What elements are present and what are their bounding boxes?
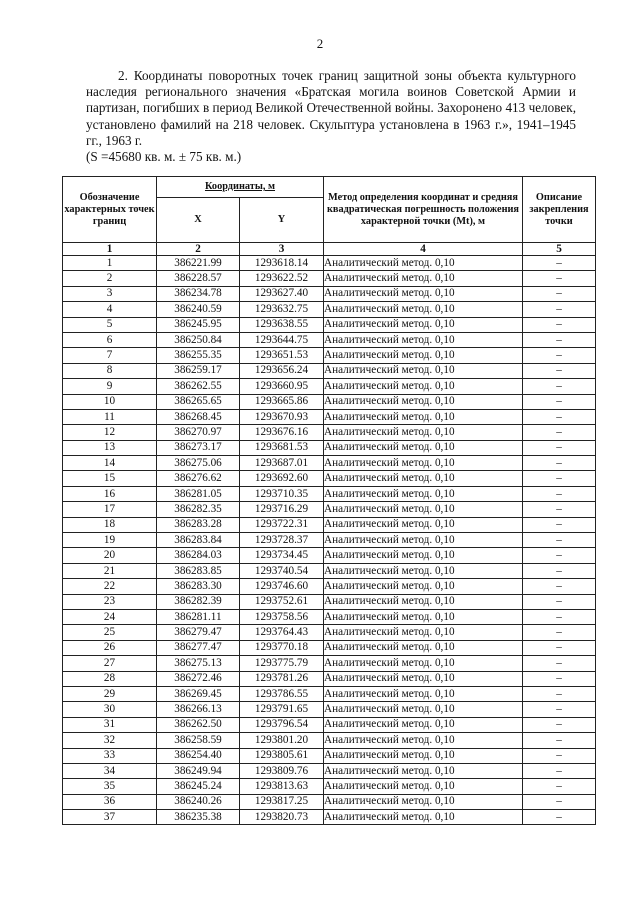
method-cell: Аналитический метод. 0,10	[324, 579, 523, 594]
x-coordinate-cell: 386284.03	[157, 548, 240, 563]
point-number-cell: 37	[63, 810, 157, 825]
method-cell: Аналитический метод. 0,10	[324, 779, 523, 794]
table-body	[63, 256, 596, 825]
x-coordinate-cell: 386279.47	[157, 625, 240, 640]
x-coordinate-cell: 386259.17	[157, 363, 240, 378]
x-coordinate-cell: 386282.35	[157, 502, 240, 517]
table-row	[63, 256, 596, 271]
fixing-description-cell: –	[523, 363, 596, 378]
table-row	[63, 363, 596, 378]
fixing-description-cell: –	[523, 625, 596, 640]
method-cell: Аналитический метод. 0,10	[324, 456, 523, 471]
point-number-cell: 20	[63, 548, 157, 563]
method-cell: Аналитический метод. 0,10	[324, 733, 523, 748]
x-coordinate-cell: 386275.06	[157, 456, 240, 471]
y-coordinate-cell: 1293758.56	[240, 609, 324, 624]
fixing-description-cell: –	[523, 471, 596, 486]
method-cell: Аналитический метод. 0,10	[324, 702, 523, 717]
x-coordinate-cell: 386262.55	[157, 379, 240, 394]
y-coordinate-cell: 1293820.73	[240, 810, 324, 825]
area-text: (S =45680 кв. м. ± 75 кв. м.)	[86, 149, 242, 165]
table-row	[63, 533, 596, 548]
y-coordinate-cell: 1293687.01	[240, 456, 324, 471]
method-cell: Аналитический метод. 0,10	[324, 686, 523, 701]
x-coordinate-cell: 386240.59	[157, 302, 240, 317]
method-cell: Аналитический метод. 0,10	[324, 394, 523, 409]
point-number-cell: 6	[63, 332, 157, 347]
y-coordinate-cell: 1293710.35	[240, 486, 324, 501]
table-row	[63, 486, 596, 501]
point-number-cell: 18	[63, 517, 157, 532]
table-row	[63, 748, 596, 763]
point-number-cell: 14	[63, 456, 157, 471]
y-coordinate-cell: 1293786.55	[240, 686, 324, 701]
point-number-cell: 15	[63, 471, 157, 486]
table-row	[63, 656, 596, 671]
method-cell: Аналитический метод. 0,10	[324, 502, 523, 517]
fixing-description-cell: –	[523, 563, 596, 578]
table-row	[63, 594, 596, 609]
fixing-description-cell: –	[523, 548, 596, 563]
table-row	[63, 810, 596, 825]
table-row	[63, 702, 596, 717]
fixing-description-cell: –	[523, 579, 596, 594]
fixing-description-cell: –	[523, 533, 596, 548]
x-coordinate-cell: 386283.30	[157, 579, 240, 594]
y-coordinate-cell: 1293670.93	[240, 409, 324, 424]
table-row	[63, 640, 596, 655]
y-coordinate-cell: 1293801.20	[240, 733, 324, 748]
method-cell: Аналитический метод. 0,10	[324, 256, 523, 271]
y-coordinate-cell: 1293644.75	[240, 332, 324, 347]
point-number-cell: 3	[63, 286, 157, 301]
x-coordinate-cell: 386245.24	[157, 779, 240, 794]
fixing-description-cell: –	[523, 702, 596, 717]
page-number: 2	[316, 36, 324, 51]
x-coordinate-cell: 386281.11	[157, 609, 240, 624]
y-coordinate-cell: 1293716.29	[240, 502, 324, 517]
table-row	[63, 348, 596, 363]
fixing-description-cell: –	[523, 748, 596, 763]
y-coordinate-cell: 1293805.61	[240, 748, 324, 763]
x-coordinate-cell: 386283.84	[157, 533, 240, 548]
fixing-description-cell: –	[523, 348, 596, 363]
x-coordinate-cell: 386283.85	[157, 563, 240, 578]
fixing-description-cell: –	[523, 302, 596, 317]
x-coordinate-cell: 386281.05	[157, 486, 240, 501]
y-coordinate-cell: 1293622.52	[240, 271, 324, 286]
point-number-cell: 16	[63, 486, 157, 501]
table-row	[63, 717, 596, 732]
point-number-cell: 31	[63, 717, 157, 732]
table-row	[63, 548, 596, 563]
x-coordinate-cell: 386228.57	[157, 271, 240, 286]
x-coordinate-cell: 386277.47	[157, 640, 240, 655]
point-number-cell: 33	[63, 748, 157, 763]
x-coordinate-cell: 386258.59	[157, 733, 240, 748]
fixing-description-cell: –	[523, 379, 596, 394]
table-row	[63, 686, 596, 701]
column-number: 2	[157, 243, 240, 256]
point-number-cell: 29	[63, 686, 157, 701]
fixing-description-cell: –	[523, 425, 596, 440]
coordinates-table	[62, 176, 596, 825]
x-coordinate-cell: 386265.65	[157, 394, 240, 409]
point-number-cell: 35	[63, 779, 157, 794]
x-coordinate-cell: 386250.84	[157, 332, 240, 347]
y-coordinate-cell: 1293665.86	[240, 394, 324, 409]
table-row	[63, 779, 596, 794]
y-coordinate-cell: 1293618.14	[240, 256, 324, 271]
fixing-description-cell: –	[523, 594, 596, 609]
y-coordinate-cell: 1293722.31	[240, 517, 324, 532]
y-coordinate-cell: 1293734.45	[240, 548, 324, 563]
fixing-description-cell: –	[523, 794, 596, 809]
fixing-description-cell: –	[523, 671, 596, 686]
method-cell: Аналитический метод. 0,10	[324, 409, 523, 424]
point-number-cell: 17	[63, 502, 157, 517]
column-number: 3	[240, 243, 324, 256]
x-coordinate-cell: 386262.50	[157, 717, 240, 732]
point-number-cell: 32	[63, 733, 157, 748]
header-coordinates	[157, 177, 324, 198]
point-number-cell: 13	[63, 440, 157, 455]
point-number-cell: 10	[63, 394, 157, 409]
table-row	[63, 763, 596, 778]
header-method: Метод определения координат и средняя квадратическая погрешность положения характерной точки (Mt), м	[324, 177, 523, 243]
method-cell: Аналитический метод. 0,10	[324, 594, 523, 609]
fixing-description-cell: –	[523, 717, 596, 732]
column-number: 5	[523, 243, 596, 256]
x-coordinate-cell: 386268.45	[157, 409, 240, 424]
point-number-cell: 28	[63, 671, 157, 686]
point-number-cell: 25	[63, 625, 157, 640]
y-coordinate-cell: 1293764.43	[240, 625, 324, 640]
x-coordinate-cell: 386283.28	[157, 517, 240, 532]
y-coordinate-cell: 1293651.53	[240, 348, 324, 363]
method-cell: Аналитический метод. 0,10	[324, 640, 523, 655]
fixing-description-cell: –	[523, 686, 596, 701]
y-coordinate-cell: 1293752.61	[240, 594, 324, 609]
method-cell: Аналитический метод. 0,10	[324, 286, 523, 301]
method-cell: Аналитический метод. 0,10	[324, 425, 523, 440]
table-row	[63, 471, 596, 486]
fixing-description-cell: –	[523, 440, 596, 455]
table-row	[63, 563, 596, 578]
y-coordinate-cell: 1293775.79	[240, 656, 324, 671]
x-coordinate-cell: 386240.26	[157, 794, 240, 809]
y-coordinate-cell: 1293796.54	[240, 717, 324, 732]
header-fixing-description: Описание закрепления точки	[523, 177, 596, 243]
x-coordinate-cell: 386255.35	[157, 348, 240, 363]
point-number-cell: 23	[63, 594, 157, 609]
y-coordinate-cell: 1293660.95	[240, 379, 324, 394]
column-number: 1	[63, 243, 157, 256]
method-cell: Аналитический метод. 0,10	[324, 717, 523, 732]
y-coordinate-cell: 1293813.63	[240, 779, 324, 794]
method-cell: Аналитический метод. 0,10	[324, 763, 523, 778]
table-row	[63, 317, 596, 332]
y-coordinate-cell: 1293627.40	[240, 286, 324, 301]
x-coordinate-cell: 386234.78	[157, 286, 240, 301]
intro-paragraph	[86, 68, 576, 165]
table-row	[63, 671, 596, 686]
method-cell: Аналитический метод. 0,10	[324, 609, 523, 624]
table-row	[63, 794, 596, 809]
fixing-description-cell: –	[523, 779, 596, 794]
point-number-cell: 11	[63, 409, 157, 424]
method-cell: Аналитический метод. 0,10	[324, 363, 523, 378]
column-number-row	[63, 243, 596, 256]
point-number-cell: 8	[63, 363, 157, 378]
x-coordinate-cell: 386276.62	[157, 471, 240, 486]
fixing-description-cell: –	[523, 456, 596, 471]
y-coordinate-cell: 1293791.65	[240, 702, 324, 717]
x-coordinate-cell: 386245.95	[157, 317, 240, 332]
y-coordinate-cell: 1293632.75	[240, 302, 324, 317]
table-row	[63, 502, 596, 517]
table-row	[63, 625, 596, 640]
header-y: Y	[240, 198, 324, 243]
table-row	[63, 733, 596, 748]
y-coordinate-cell: 1293817.25	[240, 794, 324, 809]
fixing-description-cell: –	[523, 517, 596, 532]
x-coordinate-cell: 386266.13	[157, 702, 240, 717]
fixing-description-cell: –	[523, 733, 596, 748]
method-cell: Аналитический метод. 0,10	[324, 671, 523, 686]
x-coordinate-cell: 386270.97	[157, 425, 240, 440]
method-cell: Аналитический метод. 0,10	[324, 748, 523, 763]
method-cell: Аналитический метод. 0,10	[324, 548, 523, 563]
method-cell: Аналитический метод. 0,10	[324, 332, 523, 347]
y-coordinate-cell: 1293656.24	[240, 363, 324, 378]
fixing-description-cell: –	[523, 502, 596, 517]
table-row	[63, 579, 596, 594]
fixing-description-cell: –	[523, 394, 596, 409]
point-number-cell: 9	[63, 379, 157, 394]
point-number-cell: 21	[63, 563, 157, 578]
fixing-description-cell: –	[523, 256, 596, 271]
fixing-description-cell: –	[523, 271, 596, 286]
method-cell: Аналитический метод. 0,10	[324, 348, 523, 363]
method-cell: Аналитический метод. 0,10	[324, 563, 523, 578]
x-coordinate-cell: 386254.40	[157, 748, 240, 763]
method-cell: Аналитический метод. 0,10	[324, 317, 523, 332]
header-coordinates-label: Координаты, м	[204, 181, 276, 192]
method-cell: Аналитический метод. 0,10	[324, 625, 523, 640]
header-point-designation: Обозначение характерных точек границ	[63, 177, 157, 243]
table-row	[63, 332, 596, 347]
point-number-cell: 1	[63, 256, 157, 271]
method-cell: Аналитический метод. 0,10	[324, 302, 523, 317]
x-coordinate-cell: 386249.94	[157, 763, 240, 778]
table-row	[63, 271, 596, 286]
y-coordinate-cell: 1293728.37	[240, 533, 324, 548]
fixing-description-cell: –	[523, 810, 596, 825]
table-row	[63, 394, 596, 409]
method-cell: Аналитический метод. 0,10	[324, 271, 523, 286]
x-coordinate-cell: 386273.17	[157, 440, 240, 455]
y-coordinate-cell: 1293740.54	[240, 563, 324, 578]
x-coordinate-cell: 386235.38	[157, 810, 240, 825]
point-number-cell: 34	[63, 763, 157, 778]
method-cell: Аналитический метод. 0,10	[324, 440, 523, 455]
point-number-cell: 24	[63, 609, 157, 624]
x-coordinate-cell: 386269.45	[157, 686, 240, 701]
column-number: 4	[324, 243, 523, 256]
table-row	[63, 425, 596, 440]
intro-text: 2. Координаты поворотных точек границ защитной зоны объекта культурного наследия регионального значения «Братская могила воинов Советской Армии и партизан, погибших в период Великой Отечественной войны. Захоронено 413 человек, установлено фамилий на 218 человек. Скульптура установлена в 1963 г.», 1941–1945 гг., 1963 г.	[86, 68, 576, 148]
fixing-description-cell: –	[523, 656, 596, 671]
point-number-cell: 5	[63, 317, 157, 332]
y-coordinate-cell: 1293746.60	[240, 579, 324, 594]
point-number-cell: 19	[63, 533, 157, 548]
method-cell: Аналитический метод. 0,10	[324, 486, 523, 501]
table-row	[63, 302, 596, 317]
fixing-description-cell: –	[523, 286, 596, 301]
header-x: X	[157, 198, 240, 243]
fixing-description-cell: –	[523, 409, 596, 424]
table-row	[63, 286, 596, 301]
x-coordinate-cell: 386272.46	[157, 671, 240, 686]
fixing-description-cell: –	[523, 640, 596, 655]
point-number-cell: 22	[63, 579, 157, 594]
method-cell: Аналитический метод. 0,10	[324, 533, 523, 548]
fixing-description-cell: –	[523, 332, 596, 347]
method-cell: Аналитический метод. 0,10	[324, 379, 523, 394]
point-number-cell: 2	[63, 271, 157, 286]
point-number-cell: 30	[63, 702, 157, 717]
table-row	[63, 609, 596, 624]
fixing-description-cell: –	[523, 763, 596, 778]
table-row	[63, 379, 596, 394]
method-cell: Аналитический метод. 0,10	[324, 794, 523, 809]
point-number-cell: 4	[63, 302, 157, 317]
point-number-cell: 27	[63, 656, 157, 671]
y-coordinate-cell: 1293676.16	[240, 425, 324, 440]
table-row	[63, 409, 596, 424]
table-row	[63, 456, 596, 471]
x-coordinate-cell: 386221.99	[157, 256, 240, 271]
y-coordinate-cell: 1293692.60	[240, 471, 324, 486]
fixing-description-cell: –	[523, 486, 596, 501]
x-coordinate-cell: 386275.13	[157, 656, 240, 671]
y-coordinate-cell: 1293770.18	[240, 640, 324, 655]
y-coordinate-cell: 1293781.26	[240, 671, 324, 686]
y-coordinate-cell: 1293809.76	[240, 763, 324, 778]
point-number-cell: 7	[63, 348, 157, 363]
fixing-description-cell: –	[523, 609, 596, 624]
table-row	[63, 440, 596, 455]
method-cell: Аналитический метод. 0,10	[324, 810, 523, 825]
table-row	[63, 517, 596, 532]
y-coordinate-cell: 1293681.53	[240, 440, 324, 455]
method-cell: Аналитический метод. 0,10	[324, 471, 523, 486]
method-cell: Аналитический метод. 0,10	[324, 517, 523, 532]
fixing-description-cell: –	[523, 317, 596, 332]
y-coordinate-cell: 1293638.55	[240, 317, 324, 332]
point-number-cell: 26	[63, 640, 157, 655]
point-number-cell: 12	[63, 425, 157, 440]
method-cell: Аналитический метод. 0,10	[324, 656, 523, 671]
x-coordinate-cell: 386282.39	[157, 594, 240, 609]
point-number-cell: 36	[63, 794, 157, 809]
